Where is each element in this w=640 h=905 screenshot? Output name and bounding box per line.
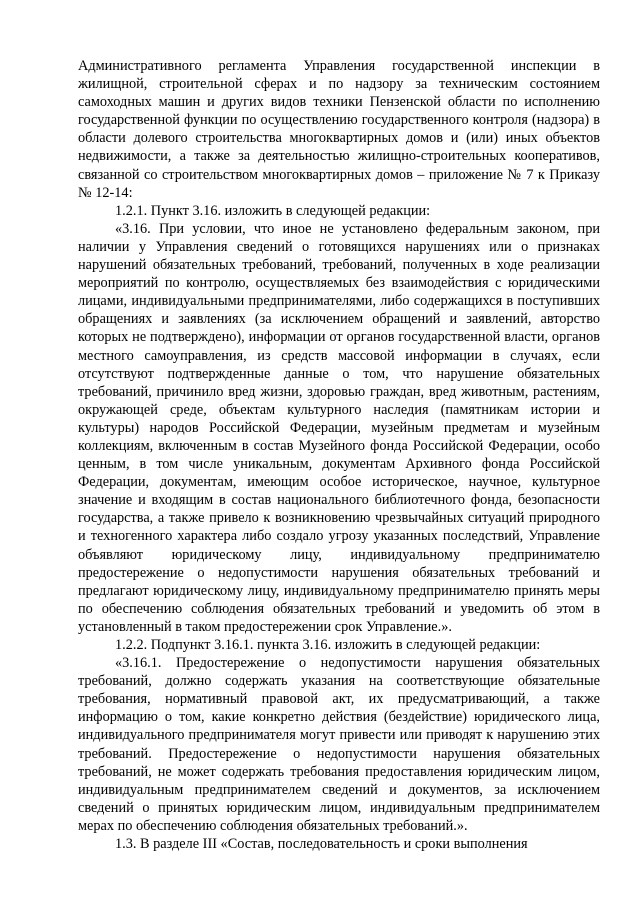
paragraph-1-3: 1.3. В разделе III «Состав, последовательность и сроки выполнения [115,836,528,853]
paragraph-1-2-1: 1.2.1. Пункт 3.16. изложить в следующей редакции: [115,202,431,219]
paragraph-3-16: «3.16. При условии, что иное не установлено федеральным законом, при наличии у Управления сведений о готовящихся нарушениях или о признаках нарушений обязательных требований, требований, полученных в ходе реализации мероприятий по контролю, осуществляемых без взаимодействия с юридическими лицами, индивидуальными предпринимателями, либо содержащихся в поступивших обращениях и заявлениях (за исключением обращений и заявлений, авторство которых не подтверждено), информации от органов государственной власти, органов местного самоуправления, из средств массовой информации в случаях, если отсутствуют подтвержденные данные о том, что нарушение обязательных требований, причинило вред жизни, здоровью граждан, вред животным, растениям, окружающей среде, объектам культурного наследия (памятникам истории и культуры) народов Российской Федерации, музейным предметам и музейным коллекциям, включенным в состав Музейного фонда Российской Федерации, особо ценным, в том числе уникальным, документам Архивного фонда Российской Федерации, документам, имеющим особое историческое, научное, культурное значение и входящим в состав национального библиотечного фонда, безопасности государства, а также привело к возникновению чрезвычайных ситуаций природного и техногенного характера либо создало угрозу указанных последствий, Управление объявляют юридическому лицу, индивидуальному предпринимателю предостережение о недопустимости нарушения обязательных требований и предлагают юридическому лицу, индивидуальному предпринимателю принять меры по обеспечению соблюдения обязательных требований и уведомить об этом в установленный в таком предостережении срок Управление.». [78,220,600,635]
paragraph-3-16-1: «3.16.1. Предостережение о недопустимости нарушения обязательных требований, должно содержать указания на соответствующие обязательные требования, нормативный правовой акт, их предусматривающий, а также информацию о том, какие конкретно действия (бездействие) юридического лица, индивидуального предпринимателя могут привести или приводят к нарушению этих требований. Предостережение о недопустимости нарушения обязательных требований, не может содержать требования предоставления юридическим лицом, индивидуальным предпринимателем сведений и документов, за исключением сведений о принятых юридическим лицом, индивидуальным предпринимателем мерах по обеспечению соблюдения обязательных требований.». [78,655,600,834]
paragraph-intro: Административного регламента Управления государственной инспекции в жилищной, строительной сферах и по надзору за техническим состоянием самоходных машин и других видов техники Пензенской области по исполнению государственной функции по осуществлению государственного контроля (надзора) в области долевого строительства многоквартирных домов и (или) иных объектов недвижимости, а также за деятельностью жилищно-строительных кооперативов, связанной со строительством многоквартирных домов – приложение № 7 к Приказу № 12-14: [78,58,600,201]
paragraph-1-2-2: 1.2.2. Подпункт 3.16.1. пункта 3.16. изложить в следующей редакции: [115,637,541,653]
